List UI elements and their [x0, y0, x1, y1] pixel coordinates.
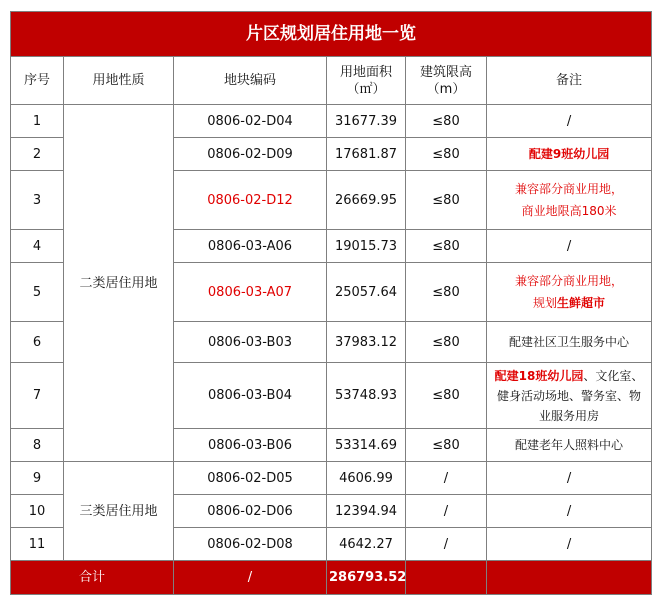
- cell-index: 6: [11, 322, 64, 363]
- remark-text: 、文化室、健身活动场地、警务室、物业服务用房: [497, 368, 644, 423]
- header-height-unit: （m）: [426, 81, 466, 97]
- header-index: 序号: [11, 57, 64, 105]
- cell-code: 0806-03-B03: [174, 322, 327, 363]
- cell-remark: /: [487, 230, 652, 263]
- header-area-unit: （㎡）: [346, 81, 386, 97]
- cell-remark: 配建社区卫生服务中心: [487, 322, 652, 363]
- header-code: 地块编码: [174, 57, 327, 105]
- cell-index: 7: [11, 363, 64, 429]
- cell-code: 0806-03-A06: [174, 230, 327, 263]
- cell-remark: [487, 171, 652, 230]
- cell-index: 1: [11, 105, 64, 138]
- cell-height: ≤80: [406, 171, 487, 230]
- total-area: 286793.52: [327, 561, 406, 595]
- cell-height: ≤80: [406, 138, 487, 171]
- cell-height: ≤80: [406, 363, 487, 429]
- remark-line: 兼容部分商业用地，: [515, 182, 624, 196]
- cell-index: 2: [11, 138, 64, 171]
- cell-height: /: [406, 528, 487, 561]
- cell-code: 0806-02-D06: [174, 495, 327, 528]
- cell-code: 0806-02-D08: [174, 528, 327, 561]
- cell-index: 4: [11, 230, 64, 263]
- header-height-label: 建筑限高: [419, 64, 472, 80]
- cell-area: 37983.12: [327, 322, 406, 363]
- cell-height: ≤80: [406, 105, 487, 138]
- cell-index: 8: [11, 429, 64, 462]
- cell-remark: /: [487, 495, 652, 528]
- cell-index: 3: [11, 171, 64, 230]
- total-code: /: [174, 561, 327, 595]
- table-row: [11, 105, 652, 138]
- cell-area: 12394.94: [327, 495, 406, 528]
- cell-code: 0806-03-A07: [174, 263, 327, 322]
- table-row: [11, 462, 652, 495]
- cell-code: 0806-02-D09: [174, 138, 327, 171]
- cell-area: 25057.64: [327, 263, 406, 322]
- cell-area: 19015.73: [327, 230, 406, 263]
- cell-area: 53748.93: [327, 363, 406, 429]
- header-height: [406, 57, 487, 105]
- header-nature: 用地性质: [64, 57, 174, 105]
- cell-height: ≤80: [406, 322, 487, 363]
- cell-remark: /: [487, 528, 652, 561]
- cell-area: 53314.69: [327, 429, 406, 462]
- cell-index: 9: [11, 462, 64, 495]
- cell-area: 4642.27: [327, 528, 406, 561]
- cell-area: 31677.39: [327, 105, 406, 138]
- cell-nature-class2: 二类居住用地: [64, 105, 174, 462]
- cell-remark: 配建9班幼儿园: [487, 138, 652, 171]
- remark-text: 规划: [533, 296, 558, 310]
- cell-area: 4606.99: [327, 462, 406, 495]
- land-use-table-container: [10, 11, 651, 611]
- cell-index: 5: [11, 263, 64, 322]
- total-row: [11, 561, 652, 595]
- cell-remark: /: [487, 462, 652, 495]
- header-area: [327, 57, 406, 105]
- remark-line: 商业地限高180米: [521, 204, 617, 218]
- cell-code: 0806-02-D05: [174, 462, 327, 495]
- cell-code: 0806-02-D12: [174, 171, 327, 230]
- cell-code: 0806-03-B06: [174, 429, 327, 462]
- remark-highlight: 生鲜超市: [557, 296, 606, 310]
- cell-height: ≤80: [406, 429, 487, 462]
- cell-area: 26669.95: [327, 171, 406, 230]
- remark-line: [489, 292, 649, 314]
- residential-land-table: [10, 11, 652, 595]
- cell-remark: 配建老年人照料中心: [487, 429, 652, 462]
- cell-index: 10: [11, 495, 64, 528]
- cell-nature-class3: 三类居住用地: [64, 462, 174, 561]
- header-remark: 备注: [487, 57, 652, 105]
- total-label: 合计: [11, 561, 174, 595]
- cell-remark: [487, 363, 652, 429]
- total-remark: [487, 561, 652, 595]
- cell-code: 0806-03-B04: [174, 363, 327, 429]
- cell-area: 17681.87: [327, 138, 406, 171]
- cell-remark: /: [487, 105, 652, 138]
- cell-height: ≤80: [406, 230, 487, 263]
- table-title: 片区规划居住用地一览: [11, 12, 652, 57]
- remark-highlight: 配建18班幼儿园: [494, 368, 584, 383]
- cell-remark: [487, 263, 652, 322]
- cell-code: 0806-02-D04: [174, 105, 327, 138]
- header-area-label: 用地面积: [339, 64, 392, 80]
- cell-height: /: [406, 462, 487, 495]
- remark-line: 兼容部分商业用地，: [515, 274, 624, 288]
- total-height: [406, 561, 487, 595]
- cell-height: /: [406, 495, 487, 528]
- cell-height: ≤80: [406, 263, 487, 322]
- cell-index: 11: [11, 528, 64, 561]
